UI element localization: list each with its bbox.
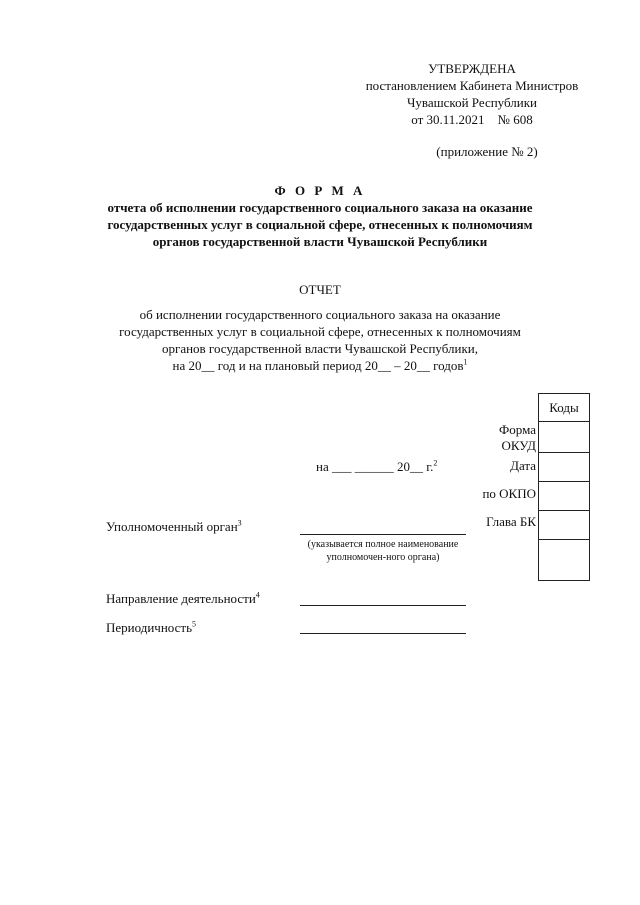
field-organ-hint: (указывается полное наименование уполномочен-ного органа) [307,539,459,563]
code-cell-okud[interactable] [539,422,590,453]
row-label-okpo: по ОКПО [482,486,536,501]
report-subtitle-line: об исполнении государственного социального заказа на оказание [139,307,501,322]
field-direction-input[interactable] [300,605,466,606]
report-date-line [316,459,437,475]
field-direction-label [106,591,260,607]
field-periodicity-label [106,620,196,636]
field-organ-text: Уполномоченный орган [106,519,238,534]
report-subtitle-line: государственных услуг в социальной сфере, отнесенных к полномочиям [119,324,521,339]
field-organ-input[interactable] [300,534,466,535]
report-subtitle [110,306,530,374]
form-title-line: отчета об исполнении государственного социального заказа на оказание [107,200,533,215]
field-periodicity-text: Периодичность [106,620,193,635]
approval-decree: постановлением Кабинета Министров [365,78,579,93]
field-organ-label [106,519,242,535]
footnote-marker: 3 [237,518,242,528]
form-title-line: органов государственной власти Чувашской Республики [152,234,488,249]
form-title [100,182,540,250]
report-subtitle-line: органов государственной власти Чувашской Республики, [161,341,479,356]
form-heading: Ф О Р М А [274,183,366,198]
code-cell-glava-bk[interactable] [539,511,590,540]
row-label-okud-text: Форма ОКУД [499,422,536,453]
footnote-marker: 5 [192,619,197,629]
approval-date-number: от 30.11.2021 № 608 [411,112,533,127]
code-cell-extra[interactable] [539,540,590,581]
footnote-marker: 4 [255,590,260,600]
codes-table [538,393,590,581]
field-periodicity-input[interactable] [300,633,466,634]
approval-block [352,60,592,128]
report-period-line [110,357,530,374]
row-label-okud [416,422,536,454]
field-direction-text: Направление деятельности [106,591,256,606]
report-title: ОТЧЕТ [299,282,341,297]
report-period-text: на 20__ год и на плановый период 20__ – 20__ годов [172,358,464,373]
approval-republic: Чувашской Республики [406,95,538,110]
row-label-glava-bk: Глава БК [486,514,536,529]
codes-header: Коды [539,394,590,422]
report-date-text: на ___ ______ 20__ г. [316,459,434,474]
footnote-marker: 1 [463,357,468,367]
annex-label: (приложение № 2) [436,144,538,159]
form-title-line: государственных услуг в социальной сфере, отнесенных к полномочиям [107,217,533,232]
code-cell-date[interactable] [539,453,590,482]
code-cell-okpo[interactable] [539,482,590,511]
footnote-marker: 2 [433,458,438,468]
row-label-date: Дата [510,458,536,473]
approval-heading: УТВЕРЖДЕНА [428,61,516,76]
